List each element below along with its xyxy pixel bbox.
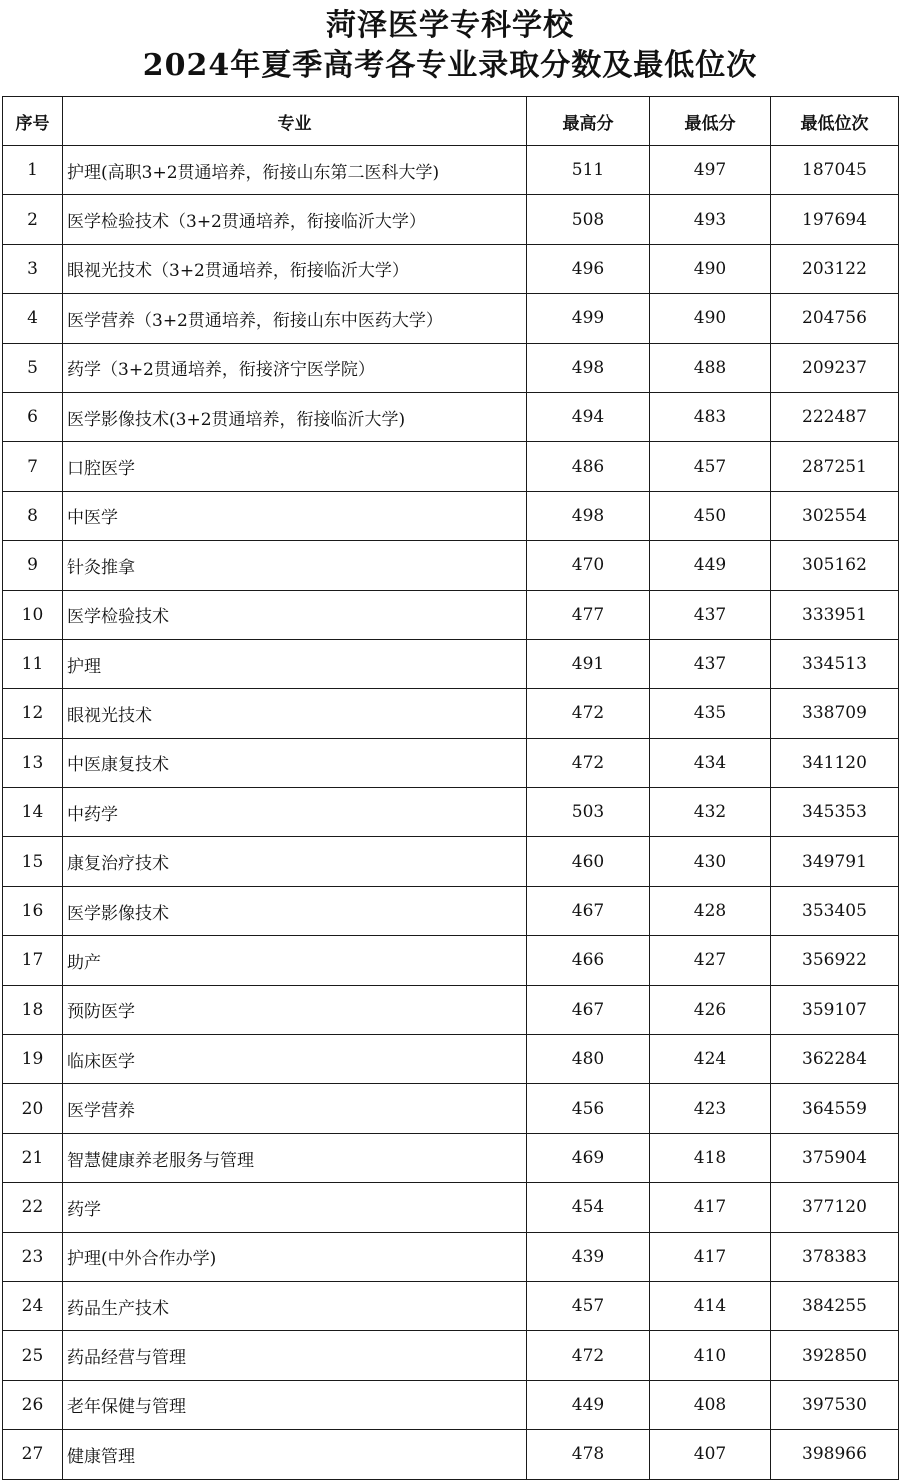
cell-index: 16 (3, 886, 63, 935)
cell-lowest: 437 (650, 590, 771, 639)
cell-highest: 498 (527, 343, 650, 392)
cell-lowest: 450 (650, 491, 771, 540)
cell-major: 药品生产技术 (63, 1281, 527, 1330)
table-row (3, 1380, 899, 1429)
cell-min-rank: 345353 (771, 788, 899, 837)
cell-highest: 496 (527, 244, 650, 293)
cell-lowest: 457 (650, 442, 771, 491)
cell-major: 中医康复技术 (63, 738, 527, 787)
cell-min-rank: 362284 (771, 1035, 899, 1084)
cell-min-rank: 356922 (771, 936, 899, 985)
cell-major: 护理 (63, 639, 527, 688)
cell-min-rank: 349791 (771, 837, 899, 886)
cell-highest: 486 (527, 442, 650, 491)
cell-index: 15 (3, 837, 63, 886)
cell-min-rank: 359107 (771, 985, 899, 1034)
cell-index: 7 (3, 442, 63, 491)
cell-highest: 449 (527, 1380, 650, 1429)
table-row (3, 1430, 899, 1479)
cell-min-rank: 398966 (771, 1430, 899, 1479)
cell-lowest: 490 (650, 244, 771, 293)
cell-min-rank: 204756 (771, 294, 899, 343)
cell-major: 老年保健与管理 (63, 1380, 527, 1429)
table-body (3, 146, 899, 1480)
table-row (3, 343, 899, 392)
table-header-row (3, 97, 899, 146)
cell-lowest: 427 (650, 936, 771, 985)
cell-major: 健康管理 (63, 1430, 527, 1479)
cell-index: 17 (3, 936, 63, 985)
cell-highest: 503 (527, 788, 650, 837)
cell-lowest: 432 (650, 788, 771, 837)
cell-min-rank: 341120 (771, 738, 899, 787)
cell-index: 12 (3, 689, 63, 738)
cell-index: 20 (3, 1084, 63, 1133)
cell-index: 24 (3, 1281, 63, 1330)
cell-highest: 466 (527, 936, 650, 985)
cell-lowest: 437 (650, 639, 771, 688)
cell-index: 3 (3, 244, 63, 293)
cell-major: 智慧健康养老服务与管理 (63, 1133, 527, 1182)
cell-min-rank: 334513 (771, 639, 899, 688)
cell-index: 18 (3, 985, 63, 1034)
cell-lowest: 417 (650, 1183, 771, 1232)
cell-min-rank: 375904 (771, 1133, 899, 1182)
cell-major: 药学 (63, 1183, 527, 1232)
table-row (3, 738, 899, 787)
cell-lowest: 488 (650, 343, 771, 392)
cell-highest: 508 (527, 195, 650, 244)
cell-index: 25 (3, 1331, 63, 1380)
table-row (3, 491, 899, 540)
cell-lowest: 423 (650, 1084, 771, 1133)
table-row (3, 1281, 899, 1330)
cell-major: 医学影像技术(3+2贯通培养，衔接临沂大学) (63, 392, 527, 441)
cell-index: 6 (3, 392, 63, 441)
cell-highest: 439 (527, 1232, 650, 1281)
header-min-rank: 最低位次 (771, 97, 899, 146)
cell-min-rank: 305162 (771, 541, 899, 590)
cell-major: 眼视光技术 (63, 689, 527, 738)
cell-highest: 491 (527, 639, 650, 688)
table-row (3, 294, 899, 343)
cell-lowest: 410 (650, 1331, 771, 1380)
cell-index: 1 (3, 146, 63, 195)
table-row (3, 837, 899, 886)
header-lowest: 最低分 (650, 97, 771, 146)
table-row (3, 442, 899, 491)
cell-min-rank: 392850 (771, 1331, 899, 1380)
table-row (3, 244, 899, 293)
cell-lowest: 493 (650, 195, 771, 244)
cell-index: 26 (3, 1380, 63, 1429)
cell-major: 针灸推拿 (63, 541, 527, 590)
admission-scores-table (2, 96, 899, 1480)
cell-index: 10 (3, 590, 63, 639)
cell-lowest: 414 (650, 1281, 771, 1330)
cell-major: 医学营养（3+2贯通培养，衔接山东中医药大学） (63, 294, 527, 343)
cell-major: 护理(高职3+2贯通培养，衔接山东第二医科大学) (63, 146, 527, 195)
cell-min-rank: 333951 (771, 590, 899, 639)
table-row (3, 639, 899, 688)
cell-lowest: 497 (650, 146, 771, 195)
cell-major: 预防医学 (63, 985, 527, 1034)
cell-index: 9 (3, 541, 63, 590)
cell-major: 医学检验技术（3+2贯通培养，衔接临沂大学） (63, 195, 527, 244)
cell-major: 口腔医学 (63, 442, 527, 491)
cell-index: 27 (3, 1430, 63, 1479)
cell-min-rank: 353405 (771, 886, 899, 935)
cell-min-rank: 209237 (771, 343, 899, 392)
cell-major: 临床医学 (63, 1035, 527, 1084)
cell-min-rank: 187045 (771, 146, 899, 195)
cell-index: 13 (3, 738, 63, 787)
cell-highest: 472 (527, 689, 650, 738)
cell-lowest: 430 (650, 837, 771, 886)
table-row (3, 936, 899, 985)
cell-major: 中药学 (63, 788, 527, 837)
cell-lowest: 424 (650, 1035, 771, 1084)
table-row (3, 392, 899, 441)
cell-highest: 460 (527, 837, 650, 886)
table-caption: 2024年夏季高考各专业录取分数及最低位次 (142, 48, 758, 83)
cell-major: 眼视光技术（3+2贯通培养，衔接临沂大学） (63, 244, 527, 293)
cell-highest: 469 (527, 1133, 650, 1182)
table-row (3, 1133, 899, 1182)
cell-lowest: 490 (650, 294, 771, 343)
table-row (3, 788, 899, 837)
cell-highest: 467 (527, 985, 650, 1034)
cell-min-rank: 338709 (771, 689, 899, 738)
cell-highest: 494 (527, 392, 650, 441)
cell-highest: 480 (527, 1035, 650, 1084)
table-row (3, 1084, 899, 1133)
cell-index: 22 (3, 1183, 63, 1232)
cell-index: 2 (3, 195, 63, 244)
cell-min-rank: 197694 (771, 195, 899, 244)
cell-major: 康复治疗技术 (63, 837, 527, 886)
cell-highest: 467 (527, 886, 650, 935)
cell-highest: 457 (527, 1281, 650, 1330)
table-row (3, 1232, 899, 1281)
cell-highest: 511 (527, 146, 650, 195)
table-row (3, 1035, 899, 1084)
table-row (3, 590, 899, 639)
table-row (3, 985, 899, 1034)
header-highest: 最高分 (527, 97, 650, 146)
table-row (3, 886, 899, 935)
cell-index: 21 (3, 1133, 63, 1182)
cell-index: 5 (3, 343, 63, 392)
cell-lowest: 426 (650, 985, 771, 1034)
cell-min-rank: 287251 (771, 442, 899, 491)
cell-lowest: 434 (650, 738, 771, 787)
cell-index: 14 (3, 788, 63, 837)
cell-index: 23 (3, 1232, 63, 1281)
table-row (3, 541, 899, 590)
cell-index: 19 (3, 1035, 63, 1084)
cell-major: 助产 (63, 936, 527, 985)
cell-lowest: 418 (650, 1133, 771, 1182)
cell-min-rank: 364559 (771, 1084, 899, 1133)
cell-min-rank: 222487 (771, 392, 899, 441)
cell-lowest: 449 (650, 541, 771, 590)
cell-major: 药品经营与管理 (63, 1331, 527, 1380)
cell-lowest: 483 (650, 392, 771, 441)
cell-lowest: 428 (650, 886, 771, 935)
cell-min-rank: 378383 (771, 1232, 899, 1281)
cell-index: 4 (3, 294, 63, 343)
table-row (3, 195, 899, 244)
cell-index: 11 (3, 639, 63, 688)
table-row (3, 689, 899, 738)
cell-major: 中医学 (63, 491, 527, 540)
table-row (3, 146, 899, 195)
header-index: 序号 (3, 97, 63, 146)
cell-lowest: 435 (650, 689, 771, 738)
cell-major: 医学营养 (63, 1084, 527, 1133)
document-title (0, 0, 900, 96)
cell-lowest: 408 (650, 1380, 771, 1429)
cell-highest: 454 (527, 1183, 650, 1232)
cell-highest: 499 (527, 294, 650, 343)
table-row (3, 1331, 899, 1380)
cell-highest: 470 (527, 541, 650, 590)
cell-highest: 498 (527, 491, 650, 540)
header-major: 专业 (63, 97, 527, 146)
cell-major: 护理(中外合作办学) (63, 1232, 527, 1281)
cell-major: 医学检验技术 (63, 590, 527, 639)
cell-min-rank: 203122 (771, 244, 899, 293)
cell-major: 药学（3+2贯通培养，衔接济宁医学院） (63, 343, 527, 392)
cell-index: 8 (3, 491, 63, 540)
cell-highest: 456 (527, 1084, 650, 1133)
cell-highest: 472 (527, 1331, 650, 1380)
cell-min-rank: 397530 (771, 1380, 899, 1429)
cell-min-rank: 377120 (771, 1183, 899, 1232)
cell-major: 医学影像技术 (63, 886, 527, 935)
cell-highest: 478 (527, 1430, 650, 1479)
table-row (3, 1183, 899, 1232)
cell-lowest: 417 (650, 1232, 771, 1281)
cell-min-rank: 302554 (771, 491, 899, 540)
cell-highest: 477 (527, 590, 650, 639)
cell-min-rank: 384255 (771, 1281, 899, 1330)
school-name: 菏泽医学专科学校 (326, 8, 574, 43)
cell-lowest: 407 (650, 1430, 771, 1479)
cell-highest: 472 (527, 738, 650, 787)
